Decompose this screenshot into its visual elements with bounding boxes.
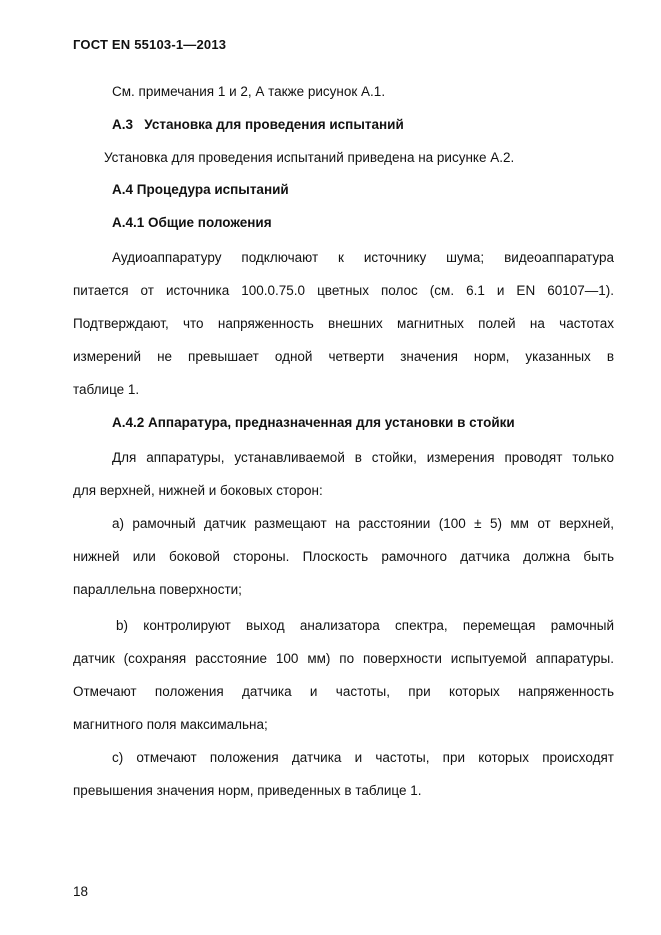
text-line: для верхней, нижней и боковых сторон: xyxy=(73,483,323,498)
text-line: магнитного поля максимальна; xyxy=(73,717,268,732)
text-line: Установка для проведения испытаний приведена на рисунке А.2. xyxy=(104,150,515,165)
text-line: а) рамочный датчик размещают на расстоянии (100 ± 5) мм от верхней, xyxy=(112,516,614,531)
section-number: А.3 xyxy=(112,117,134,132)
section-heading-a41: А.4.1 Общие положения xyxy=(112,215,272,230)
text-line: См. примечания 1 и 2, А также рисунок А.1. xyxy=(112,84,386,99)
text-line: превышения значения норм, приведенных в таблице 1. xyxy=(73,783,422,798)
text-line: нижней или боковой стороны. Плоскость рамочного датчика должна быть xyxy=(73,549,614,564)
text-line: с) отмечают положения датчика и частоты, при которых происходят xyxy=(112,750,614,765)
document-header: ГОСТ EN 55103-1—2013 xyxy=(73,37,227,52)
text-line: датчик (сохраняя расстояние 100 мм) по поверхности испытуемой аппаратуры. xyxy=(73,651,614,666)
text-line: b) контролируют выход анализатора спектра, перемещая рамочный xyxy=(116,618,614,633)
text-line: питается от источника 100.0.75.0 цветных полос (см. 6.1 и EN 60107—1). xyxy=(73,283,614,298)
text-line: таблице 1. xyxy=(73,382,140,397)
page-number: 18 xyxy=(73,884,89,899)
section-heading-a3 xyxy=(112,116,404,134)
text-line: Подтверждают, что напряженность внешних магнитных полей на частотах xyxy=(73,316,614,331)
text-line: параллельна поверхности; xyxy=(73,582,242,597)
section-title: Установка для проведения испытаний xyxy=(144,117,404,132)
section-heading-a4: А.4 Процедура испытаний xyxy=(112,182,289,197)
text-line: измерений не превышает одной четверти значения норм, указанных в xyxy=(73,349,614,364)
section-heading-a42: А.4.2 Аппаратура, предназначенная для установки в стойки xyxy=(112,415,515,430)
text-line: Для аппаратуры, устанавливаемой в стойки, измерения проводят только xyxy=(112,450,614,465)
text-line: Аудиоаппаратуру подключают к источнику шума; видеоаппаратура xyxy=(112,250,614,265)
text-line: Отмечают положения датчика и частоты, при которых напряженность xyxy=(73,684,614,699)
